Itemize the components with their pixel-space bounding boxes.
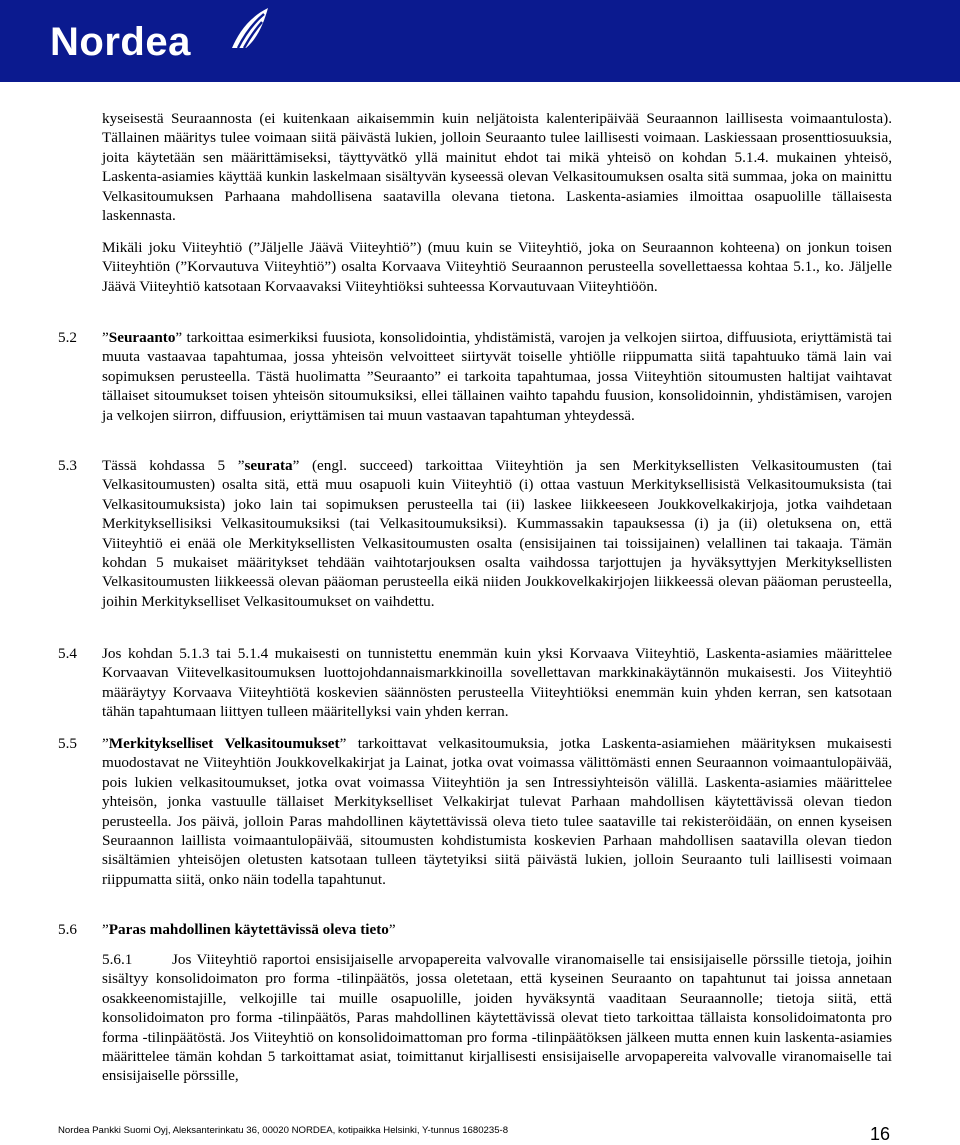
intro-paragraph-2: Mikäli joku Viiteyhtiö (”Jäljelle Jäävä Viiteyhtiö”) (muu kuin se Viiteyhtiö, joka on Seuraannon kohteena) on jonkun toisen Viiteyhtiön (”Korvautuva Viiteyhtiö”) osalta Korvaava Viiteyhtiö Seuraannon perusteella sovellettaessa kohtaa 5.1., ko. Jäljelle Jäävä Viiteyhtiö katsotaan Korvaavaksi Viiteyhtiöksi suhteessa Korvautuvaan Viiteyhtiöön. xyxy=(102,239,892,295)
logo-wordmark: Nordea xyxy=(50,20,191,64)
footer-company-info: Nordea Pankki Suomi Oyj, Aleksanterinkatu 36, 00020 NORDEA, kotipaikka Helsinki, Y-tunnus 1680235-8 xyxy=(58,1125,509,1136)
page-number: 16 xyxy=(870,1124,891,1144)
section-5-6-heading: ”Paras mahdollinen käytettävissä oleva tieto” xyxy=(102,921,396,938)
section-number-5-5: 5.5 xyxy=(58,735,77,752)
section-number-5-3: 5.3 xyxy=(58,457,77,474)
term-merkitykselliset-velkasitoumukset: Merkitykselliset Velkasitoumukset xyxy=(108,735,340,752)
header-bar xyxy=(0,0,960,82)
section-number-5-4: 5.4 xyxy=(58,645,77,662)
term-paras-mahdollinen: Paras mahdollinen käytettävissä oleva tieto xyxy=(108,921,389,938)
section-5-2-text: ”Seuraanto” tarkoittaa esimerkiksi fuusiota, konsolidointia, yhdistämistä, varojen ja velkojen siirtoa, diffuusiota, eriyttämistä tai muuta vastaavaa tapahtumaa, jossa yhteisön velvoitteet siirtyvät toiselle yhtiölle riippumatta siitä tapahtuuko tämä lain vai sopimuksen perusteella. Tästä huolimatta ”Seuraanto” ei tarkoita tapahtumaa, jossa Viiteyhtiön sitoumusten haltijat vaihtavat tällaiset sitoumukset toisen yhteisön sitoumuksiksi, ellei tällainen vaihto tapahdu fuusion, konsolidoinnin, yhdistämisen, varojen ja velkojen siirron, diffuusion, eriyttämisen tai muun vastaavan tapahtuman yhteydessä. xyxy=(102,329,892,424)
section-number-5-6: 5.6 xyxy=(58,921,77,938)
section-5-3-text: Tässä kohdassa 5 ”seurata” (engl. succeed) tarkoittaa Viiteyhtiön ja sen Merkityksellisten Velkasitoumusten (tai Velkasitoumusten) osalta sitä, että muu osapuoli kuin Viiteyhtiö (i) ottaa vastuun Merkityksellisistä Velkasitoumuksista (tai Velkasitoumuksista) joko lain tai sopimuksen perusteella tai (ii) laskee liikkeeseen Joukkovelkakirjoja, jotka vaihdetaan Merkityksellisiksi Velkasitoumuksiksi (tai Velkasitoumuksiksi). Kummassakin tapauksessa (i) ja (ii) oletuksena on, että Viiteyhtiö ei enää ole Merkityksellisten Velkasitoumusten osalta (ensisijainen tai toissijainen) velallinen tai takaaja. Tämän kohdan 5 mukaiset määritykset tehdään vaihtotarjouksen osalta vaihdossa tarjottujen ja hyväksyttyjen Merkityksellisten Velkasitoumusten liikkeessä olevan pääoman perusteella eikä niiden Joukkovelkakirjojen liikkeessä olevan pääoman perusteella, joihin Merkitykselliset Velkasitoumukset on vaihdettu. xyxy=(102,457,893,610)
section-number-5-6-1: 5.6.1 xyxy=(102,951,133,968)
nordea-logo xyxy=(50,4,280,66)
section-number-5-2: 5.2 xyxy=(58,329,77,346)
section-5-5-text: ”Merkitykselliset Velkasitoumukset” tarkoittavat velkasitoumuksia, jotka Laskenta-asiamiehen määrityksen mukaisesti muodostavat ne Viiteyhtiön Joukkovelkakirjat ja Lainat, jotka ovat voimassa välittömästi ennen Seuraannon voimaantulopäivää, pois lukien velkasitoumukset, jotka ovat voimassa Viiteyhtiön ja sen Intressiyhteisön välillä. Laskenta-asiamies määrittelee yhteisön, jonka vastuulle tällaiset Merkitykselliset Velkakirjat tulevat Parhaan mahdollisen käytettävissä olevan tiedon perusteella. Jos päivä, jolloin Paras mahdollinen käytettävissä oleva tieto tulee saataville tai rekisteröidään, on ennen kyseisen Seuraannon laillista voimaantulopäivää, sitoumusten kohdistumista koskevien Parhaan mahdollisen saatavilla olevan tiedon sisältämien yhteisöjen oletusten katsotaan tulleen täytetyiksi siitä päivästä lukien, jolloin Seuraanto tuli laillisesti voimaan riippumatta siitä, onko näin todella tapahtunut. xyxy=(102,735,892,888)
term-seuraanto: Seuraanto xyxy=(108,329,176,346)
term-seurata: seurata xyxy=(244,457,293,474)
section-5-4-text: Jos kohdan 5.1.3 tai 5.1.4 mukaisesti on tunnistettu enemmän kuin yksi Korvaava Viiteyhtiö, Laskenta-asiamies määrittelee Korvaavan Viitevelkasitoumuksen luottojohdannaismarkkinoilla sovellettavan markkinakäytännön mukaisesti. Jos Viiteyhtiö määräytyy Korvaava Viiteyhtiötä koskevien säännösten perusteella Viiteyhtiöksi enemmän kuin yhden kerran, sen katsotaan tähän tapahtumaan liittyen tulleen määritellyksi vain yhden kerran. xyxy=(102,645,892,721)
intro-paragraph-1: kyseisestä Seuraannosta (ei kuitenkaan aikaisemmin kuin neljätoista kalenteripäivää Seuraannon laillisesta voimaantulosta). Tällainen määritys tulee voimaan siitä päivästä lukien, jolloin Seuraanto tulee laillisesti voimaan. Laskiessaan prosenttiosuuksia, joita käytetään sen määrittämiseksi, täyttyvätkö yllä mainitut ehdot tai mikä yhteisö on kohdan 5.1.4. mukainen yhteisö, Laskenta-asiamies käyttää kunkin laskelmaan sisältyvän kyseessä olevan Velkasitoumuksen osalta sitä summaa, joka on mainittu Velkasitoumuksen Parhaana mahdollisena saatavilla olevana tietona. Laskenta-asiamies ilmoittaa osapuolille tällaisesta laskennasta. xyxy=(102,110,892,225)
sail-icon xyxy=(224,4,274,54)
section-5-6-1-text: Jos Viiteyhtiö raportoi ensisijaiselle arvopapereita valvovalle viranomaiselle tai ensisijaiselle pörssille tietoja, joihin sisältyy konsolidoimaton pro forma -tilinpäätös, jossa oletetaan, että kyseinen Seuraanto on tapahtunut tai joissa annetaan osakkeenomistajille, velkojille tai muille osapuolille, joiden hyväksyntä vaaditaan Seuraannolle; tietoja siitä, että konsolidoimaton pro forma -tilinpäätös, Paras mahdollinen käytettävissä olevat tieto tarkoittaa tällaista konsolidoimatonta pro forma -tilinpäätöstä. Jos Viiteyhtiö on konsolidoimattoman pro forma -tilinpäätöksen jälkeen mutta ennen kuin laskenta-asiamies määrittelee tämän kohdan 5 tarkoittamat asiat, toimittanut kirjallisesti ensisijaiselle arvopapereita valvovalle viranomaiselle tai ensisijaiselle pörssille, xyxy=(102,951,892,1085)
